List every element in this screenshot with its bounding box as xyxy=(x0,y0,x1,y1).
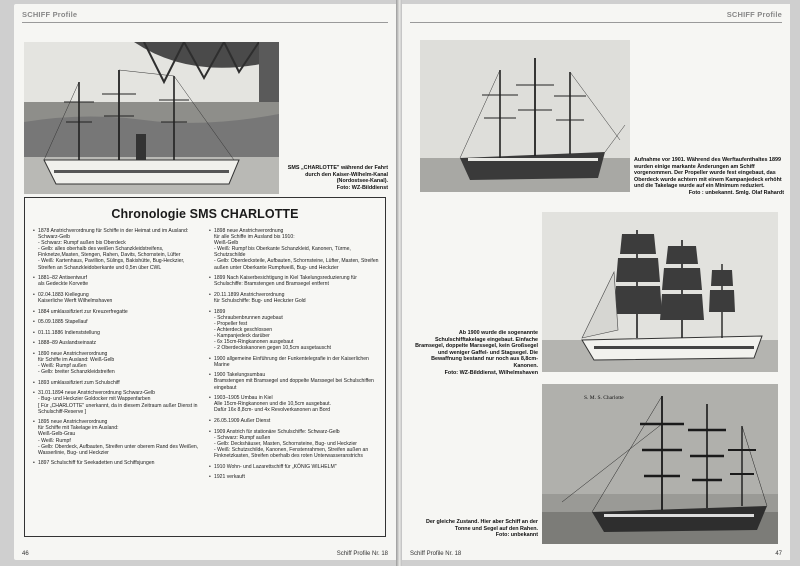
chronology-entry: • 1898 neue Anstrichverordnung für alle Schiffe im Ausland bis 1910: Weiß-Gelb - Weiß: Rumpf bis Oberkante Schanzkleid, Kanonen, Türme, Schutzschilde - Gelb: Oberdecksteile, Aufbauten, Schornsteine, Lüfter, Masten, Streifen außen unter Oberkante Rumpfweiß, Bug- und Heckzier xyxy=(209,228,379,271)
issue-label-left: Schiff Profile Nr. 18 xyxy=(336,551,388,557)
chronology-entry: • 1900 Takelungsumbau Bramstengen mit Bramsegel und doppelte Marssegel bei Schulschiffen eingebaut xyxy=(209,372,379,390)
header-rule xyxy=(410,22,782,23)
chronology-entry: • 01.11.1886 Indienststellung xyxy=(33,330,203,336)
chronology-title: Chronologie SMS CHARLOTTE xyxy=(111,207,299,221)
caption-1900-text: Ab 1900 wurde die sogenannte Schulschifftakelage eingebaut. Einfache Bramsegel, doppelte Marssegel, kein Großsegel und weniger Gaffel- und Stagsegel. Die Bewaffnung bestand nur noch aus 8,8cm-Kanonen. xyxy=(415,330,538,369)
caption-moored-credit: Foto: unbekannt xyxy=(495,532,538,539)
chronology-entry: • 20.11.1899 Anstrichverordnung für Schulschiffe: Bug- und Heckzier Gold xyxy=(209,292,379,304)
running-header-left: SCHIFF Profile xyxy=(22,10,78,19)
chronology-entry: • 1909 Anstrich für stationäre Schulschiffe: Schwarz-Gelb - Schwarz: Rumpf außen - Gelb: Deckshäuser, Masten, Schornsteine, Bug- und Heckzier - Weiß: Schutzschilde, Kanonen, Fenstenrahmen, Streifen außen an Finknetzkasten, Streifen oberhalb des roten Unterwasseranstrichs xyxy=(209,429,379,459)
chronology-entry: • 1903–1905 Umbau in Kiel Alle 15cm-Ringkanonen und die 10,5cm ausgebaut. Dafür 16x 8,8cm- und 4x Revolverkanonen an Bord xyxy=(209,395,379,413)
photo-canal-bridge xyxy=(24,42,279,194)
chronology-column-right xyxy=(209,228,379,485)
chronology-entry: • 1884 umklassifiziert zur Kreuzerfregatte xyxy=(33,309,203,315)
chronology-entry: • 26.05.1909 Außer Dienst xyxy=(209,418,379,424)
photo-ship-moored xyxy=(542,384,778,544)
page-number-right: 47 xyxy=(775,551,782,557)
caption-canal-text: SMS „CHARLOTTE" während der Fahrt durch den Kaiser-Wilhelm-Kanal (Nordostsee-Kanal). xyxy=(287,165,388,185)
caption-1900 xyxy=(412,330,538,376)
caption-1900-credit: Foto: WZ-Bilddienst, Wilhelmshaven xyxy=(444,369,538,376)
chronology-entry: • 02.04.1883 Kiellegung Kaiserliche Werft Wilhelmshaven xyxy=(33,292,203,304)
caption-moored xyxy=(412,519,538,539)
issue-label-right: Schiff Profile Nr. 18 xyxy=(410,551,462,557)
chronology-column-left xyxy=(33,228,203,471)
chronology-entry: • 1897 Schulschiff für Seekadetten und Schiffsjungen xyxy=(33,460,203,466)
photo-ship-1900-sails xyxy=(542,212,778,372)
header-rule xyxy=(22,22,388,23)
chronology-entry: • 1900 allgemeine Einführung der Funkentelegrafie in der Kaiserlichen Marine xyxy=(209,356,379,368)
chronology-entry: • 31.01.1894 neue Anstrichverordnung Schwarz-Gelb - Bug- und Heckzier Goldocker mit Wappenfarben [ Für „CHARLOTTE" unerkannt, da in diesem Zeitraum außer Dienst in Schulschiff-Reserve ] xyxy=(33,390,203,414)
caption-1899-credit: Foto : unbekannt. Smlg. Olaf Rahardt xyxy=(688,189,784,196)
left-page xyxy=(14,4,396,560)
photo-label: S. M. S. Charlotte xyxy=(584,395,624,401)
chronology-entry: • 1890 neue Anstrichverordnung für Schiffe im Ausland: Weiß-Gelb - Weiß: Rumpf außen - Gelb: breiter Schanzkleidstreifen xyxy=(33,351,203,375)
caption-canal xyxy=(284,165,388,191)
chronology-entry: • 1878 Anstrichverordnung für Schiffe in der Heimat und im Ausland: Schwarz-Gelb - Schwarz: Rumpf außen bis Oberdeck - Gelb: alles oberhalb des weißen Schanzkleidstreifens, Finknetze,Masten, Stengen, Rahen, Davits, Schornstein, Lüfter - Weiß: Kartenhaus, Pavillion, Sülings, Bakishütte, Bug-Heckzier, Streifen an Schanzkleidoberkante und 0,5m über CWL xyxy=(33,228,203,271)
caption-1899 xyxy=(634,157,784,197)
running-header-right: SCHIFF Profile xyxy=(726,10,782,19)
chronology-entry: • 1899 Nach Kaiserbesichtigung in Kiel Takelungsreduzierung für Schulschiffe: Bramstengen und Bramsegel entfernt xyxy=(209,275,379,287)
caption-moored-text: Der gleiche Zustand. Hier aber Schiff an der Tonne und Segel auf den Rahen. xyxy=(425,519,538,532)
chronology-entry: • 1888–89 Auslandseinsatz xyxy=(33,340,203,346)
page-number-left: 46 xyxy=(22,551,29,557)
caption-1899-text: Aufnahme vor 1901. Während des Werftaufenthaltes 1899 wurden einige markante Änderungen am Schiff vorgenommen. Der Propeller wurde fest eingebaut, das Oberdeck wurde achtern mit einem Kampanjedeck erhöht und die Takelage wurde auf ein Minimum reduziert. xyxy=(634,157,782,190)
chronology-entry: • 1881–82 Antisentwurf als Gedeckte Korvette xyxy=(33,275,203,287)
chronology-entry: • 1910 Wohn- und Lazarettschiff für „KÖNIG WILHELM" xyxy=(209,464,379,470)
chronology-entry: • 1921 verkauft xyxy=(209,474,379,480)
chronology-entry: • 05.09.1885 Stapellauf xyxy=(33,319,203,325)
chronology-entry: • 1893 umklassifiziert zum Schulschiff xyxy=(33,380,203,386)
chronology-entry: • 1895 neue Anstrichverordnung für Schiffe mit Takelage im Ausland: Weiß-Gelb-Grau - Weiß: Rumpf - Gelb: Oberdeck, Aufbauten, Streifen unter oberem Rand des Weißen, Wasserlinie, Bug- und Heckzier xyxy=(33,419,203,456)
chronology-entry: • 1899 - Schraubenbrunnen zugebaut - Propeller fest - Achterdeck geschlossen - Kampanjedeck darüber - 6x 15cm-Ringkanonen ausgebaut - 2 Oberdeckskanonen gegen 10,5cm ausgetauscht xyxy=(209,309,379,352)
chronology-box xyxy=(24,197,386,537)
caption-canal-credit: Foto: WZ-Bilddienst xyxy=(336,184,388,191)
right-page xyxy=(402,4,790,560)
photo-ship-1899 xyxy=(420,40,630,192)
